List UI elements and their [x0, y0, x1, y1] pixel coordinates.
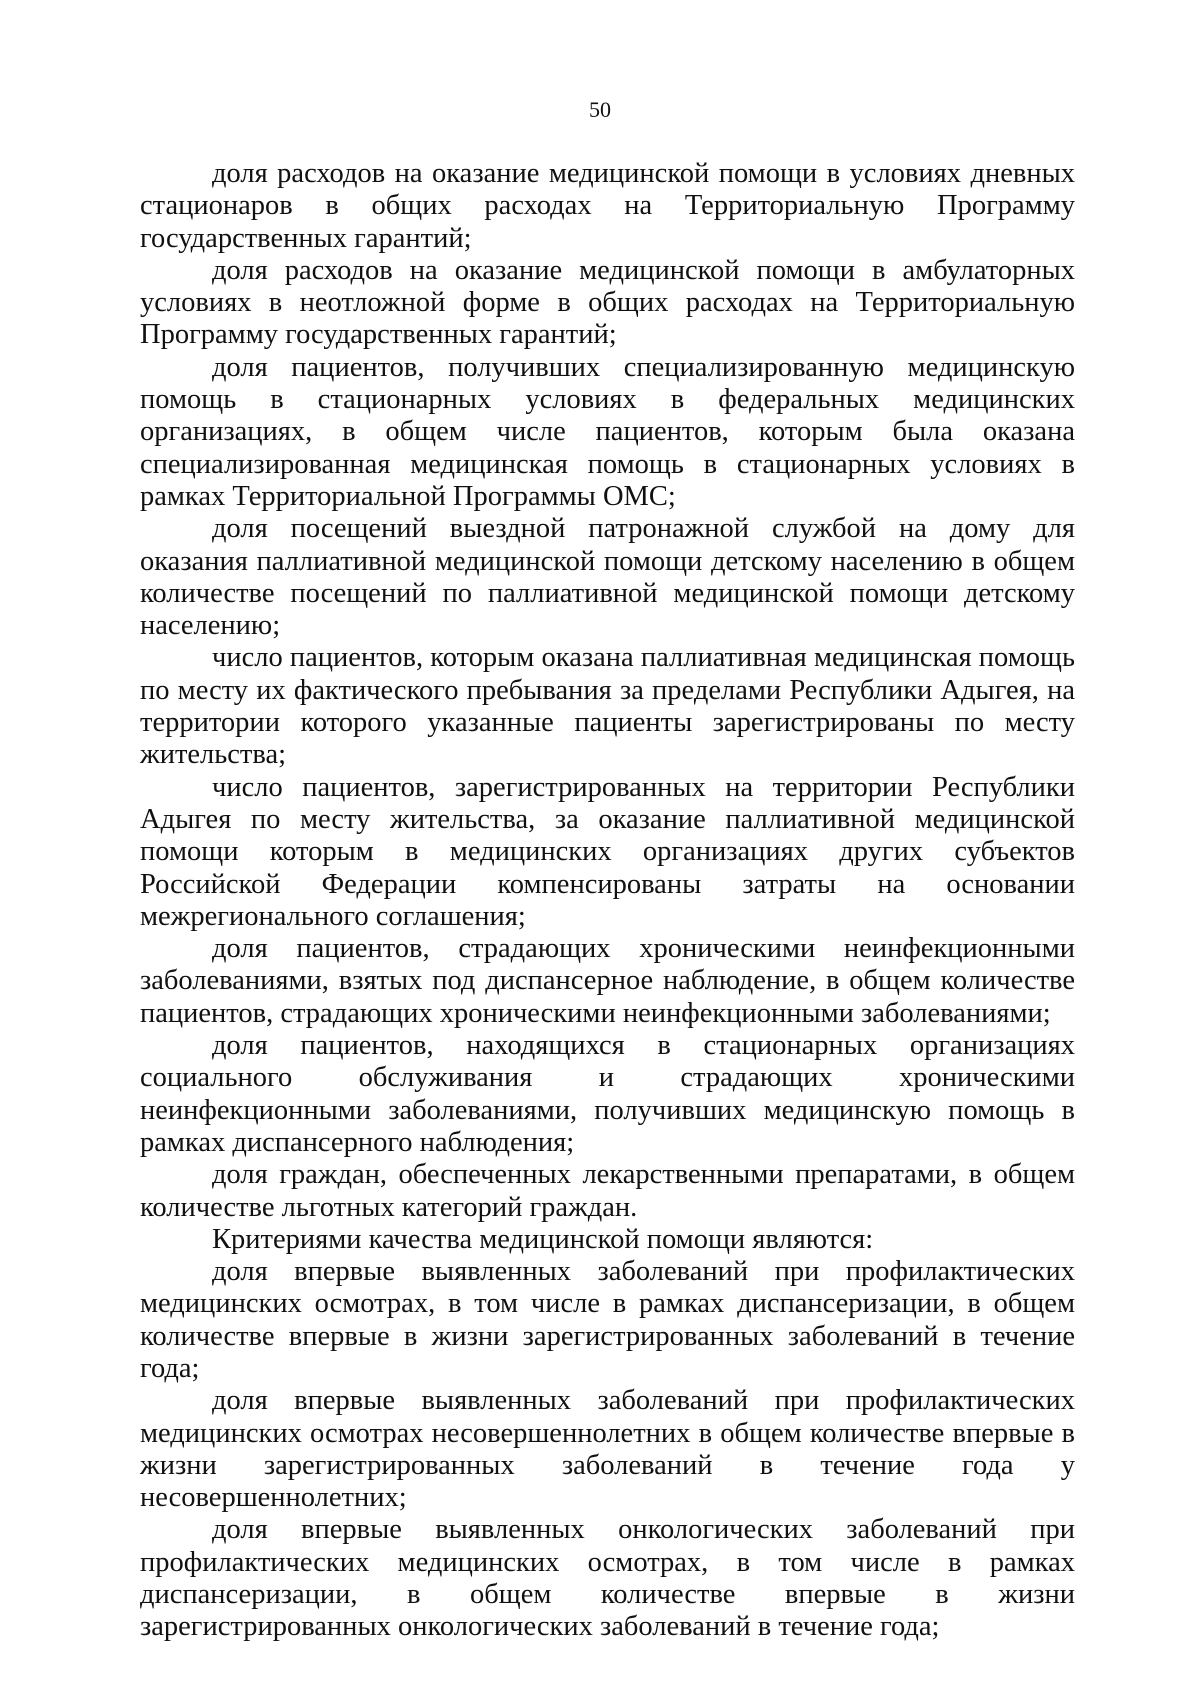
- paragraph-12: доля впервые выявленных заболеваний при профилактических медицинских осмотрах несовершеннолетних в общем количестве впервые в жизни зарегистрированных заболеваний в течение года у несовершеннолетних;: [140, 1385, 1075, 1514]
- paragraph-7: доля пациентов, страдающих хроническими неинфекционными заболеваниями, взятых под диспансерное наблюдение, в общем количестве пациентов, страдающих хроническими неинфекционными заболеваниями;: [140, 933, 1075, 1029]
- paragraph-3: доля пациентов, получивших специализированную медицинскую помощь в стационарных условиях в федеральных медицинских организациях, в общем числе пациентов, которым была оказана специализированная медицинская помощь в стационарных условиях в рамках Территориальной Программы ОМС;: [140, 351, 1075, 512]
- paragraph-13: доля впервые выявленных онкологических заболеваний при профилактических медицинских осмотрах, в том числе в рамках диспансеризации, в общем количестве впервые в жизни зарегистрированных онкологических заболеваний в течение года;: [140, 1514, 1075, 1643]
- document-body: [140, 158, 1075, 1644]
- paragraph-4: доля посещений выездной патронажной службой на дому для оказания паллиативной медицинской помощи детскому населению в общем количестве посещений по паллиативной медицинской помощи детскому населению;: [140, 513, 1075, 642]
- paragraph-9: доля граждан, обеспеченных лекарственными препаратами, в общем количестве льготных категорий граждан.: [140, 1159, 1075, 1223]
- paragraph-11: доля впервые выявленных заболеваний при профилактических медицинских осмотрах, в том числе в рамках диспансеризации, в общем количестве впервые в жизни зарегистрированных заболеваний в течение года;: [140, 1256, 1075, 1384]
- paragraph-8: доля пациентов, находящихся в стационарных организациях социального обслуживания и страдающих хроническими неинфекционными заболеваниями, получивших медицинскую помощь в рамках диспансерного наблюдения;: [140, 1030, 1075, 1158]
- page-number: 50: [589, 97, 611, 122]
- paragraph-2: доля расходов на оказание медицинской помощи в амбулаторных условиях в неотложной форме в общих расходах на Территориальную Программу государственных гарантий;: [140, 254, 1075, 351]
- paragraph-6: число пациентов, зарегистрированных на территории Республики Адыгея по месту жительства, за оказание паллиативной медицинской помощи которым в медицинских организациях других субъектов Российской Федерации компенсированы затраты на основании межрегионального соглашения;: [140, 771, 1075, 932]
- paragraph-1: доля расходов на оказание медицинской помощи в условиях дневных стационаров в общих расходах на Территориальную Программу государственных гарантий;: [140, 158, 1075, 254]
- quality-criteria-heading: Критериями качества медицинской помощи являются:: [212, 1223, 874, 1255]
- paragraph-5: число пациентов, которым оказана паллиативная медицинская помощь по месту их фактического пребывания за пределами Республики Адыгея, на территории которого указанные пациенты зарегистрированы по месту жительства;: [140, 642, 1075, 771]
